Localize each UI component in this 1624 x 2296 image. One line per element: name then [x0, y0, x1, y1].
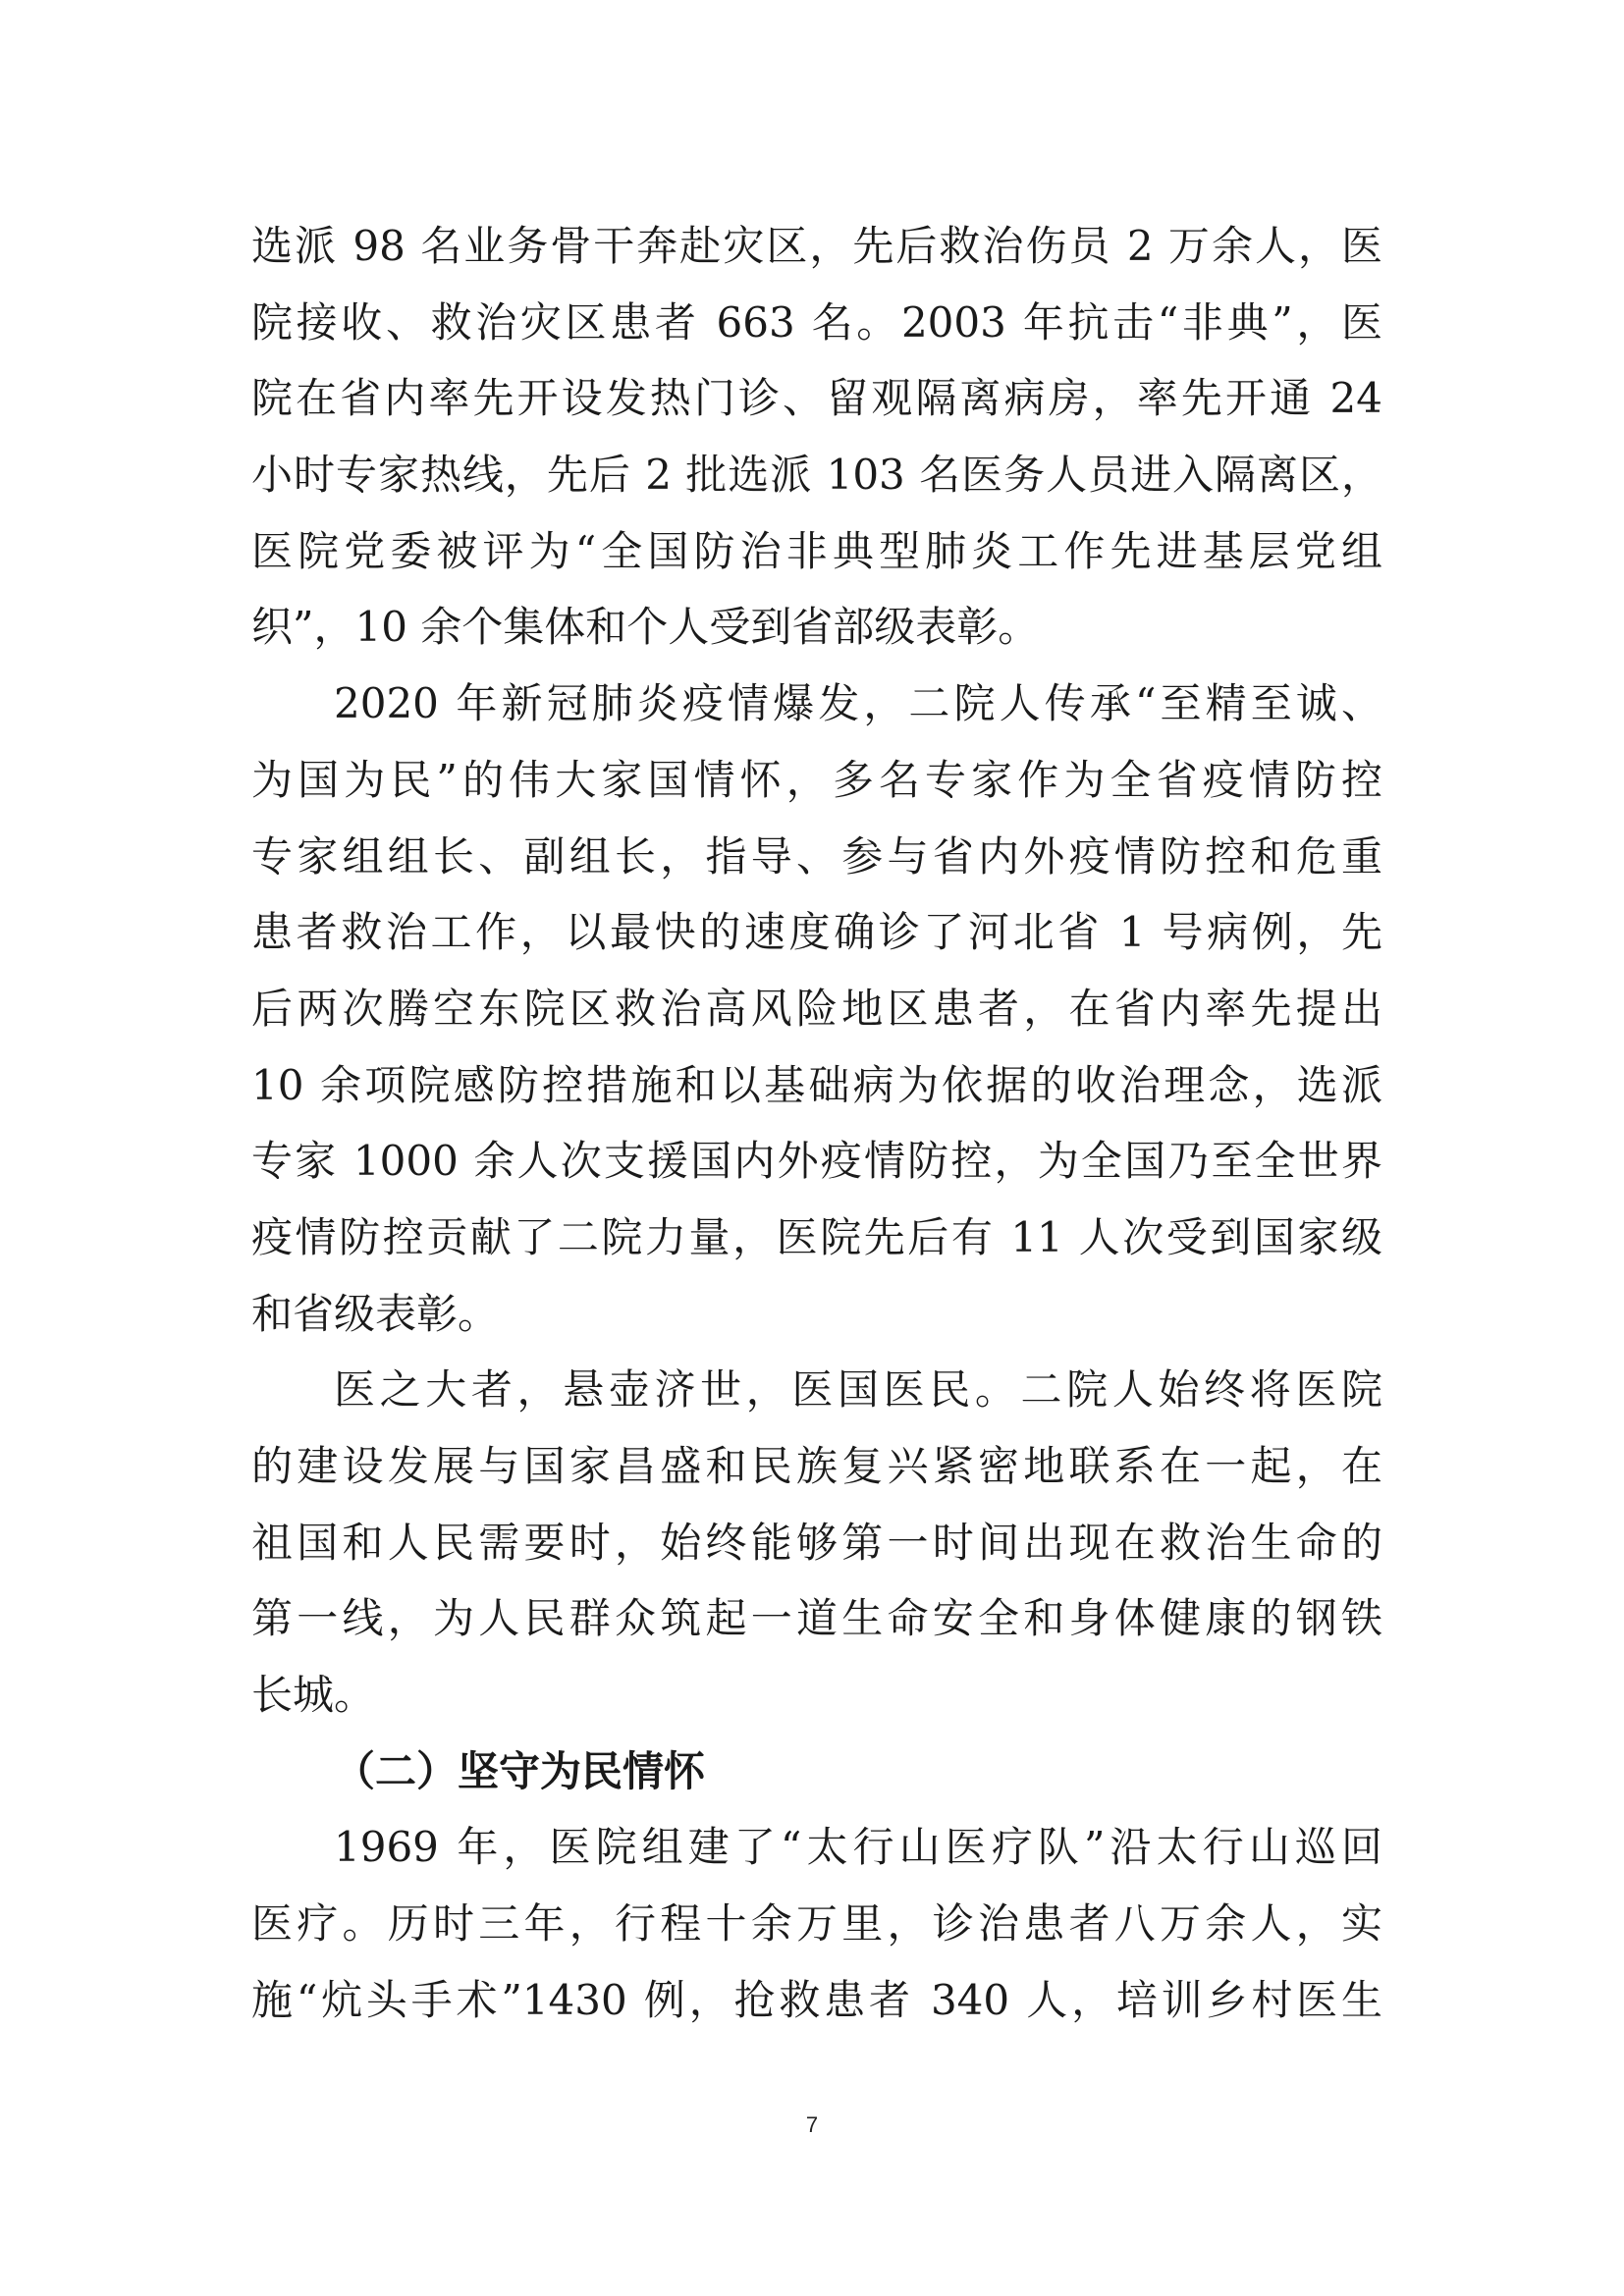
text-line: 长城。: [251, 1671, 376, 1720]
text-line: 第一线，为人民群众筑起一道生命安全和身体健康的钢铁: [251, 1594, 1382, 1643]
text-line: 祖国和人民需要时，始终能够第一时间出现在救治生命的: [251, 1518, 1382, 1567]
text-line: 院在省内率先开设发热门诊、留观隔离病房，率先开通 24: [251, 374, 1382, 423]
text-line: 10 余项院感防控措施和以基础病为依据的收治理念，选派: [251, 1060, 1382, 1109]
text-line: 和省级表彰。: [251, 1289, 500, 1338]
text-line: 2020 年新冠肺炎疫情爆发，二院人传承“至精至诚、: [334, 679, 1382, 728]
text-line: 后两次腾空东院区救治高风险地区患者，在省内率先提出: [251, 984, 1382, 1033]
text-line: 施“炕头手术”1430 例，抢救患者 340 人，培训乡村医生: [251, 1975, 1382, 2024]
text-line: 为国为民”的伟大家国情怀，多名专家作为全省疫情防控: [251, 755, 1382, 804]
text-line: 患者救治工作，以最快的速度确诊了河北省 1 号病例，先: [251, 908, 1382, 957]
text-line: 医院党委被评为“全国防治非典型肺炎工作先进基层党组: [251, 526, 1382, 575]
text-line: 小时专家热线，先后 2 批选派 103 名医务人员进入隔离区，: [251, 451, 1382, 500]
text-line: 1969 年，医院组建了“太行山医疗队”沿太行山巡回: [334, 1823, 1382, 1872]
section-heading: （二）坚守为民情怀: [334, 1746, 706, 1795]
text-line: 医疗。历时三年，行程十余万里，诊治患者八万余人，实: [251, 1899, 1382, 1949]
text-line: 院接收、救治灾区患者 663 名。2003 年抗击“非典”，医: [251, 297, 1382, 347]
text-line: 专家组组长、副组长，指导、参与省内外疫情防控和危重: [251, 831, 1382, 881]
text-line: 选派 98 名业务骨干奔赴灾区，先后救治伤员 2 万余人，医: [251, 222, 1382, 270]
paragraph-4: [251, 1809, 1382, 2038]
paragraph-2: [251, 666, 1382, 1352]
text-line: 专家 1000 余人次支援国内外疫情防控，为全国乃至全世界: [251, 1137, 1382, 1186]
text-line: 医之大者，悬壶济世，医国医民。二院人始终将医院: [334, 1365, 1382, 1415]
text-line: 的建设发展与国家昌盛和民族复兴紧密地联系在一起，在: [251, 1442, 1382, 1490]
page-number: 7: [805, 2112, 819, 2137]
paragraph-3: [251, 1352, 1382, 1733]
paragraph-1: [251, 208, 1382, 666]
text-line: 织”，10 余个集体和个人受到省部级表彰。: [251, 603, 1040, 652]
document-body: [251, 208, 1382, 2039]
text-line: 疫情防控贡献了二院力量，医院先后有 11 人次受到国家级: [251, 1212, 1382, 1261]
